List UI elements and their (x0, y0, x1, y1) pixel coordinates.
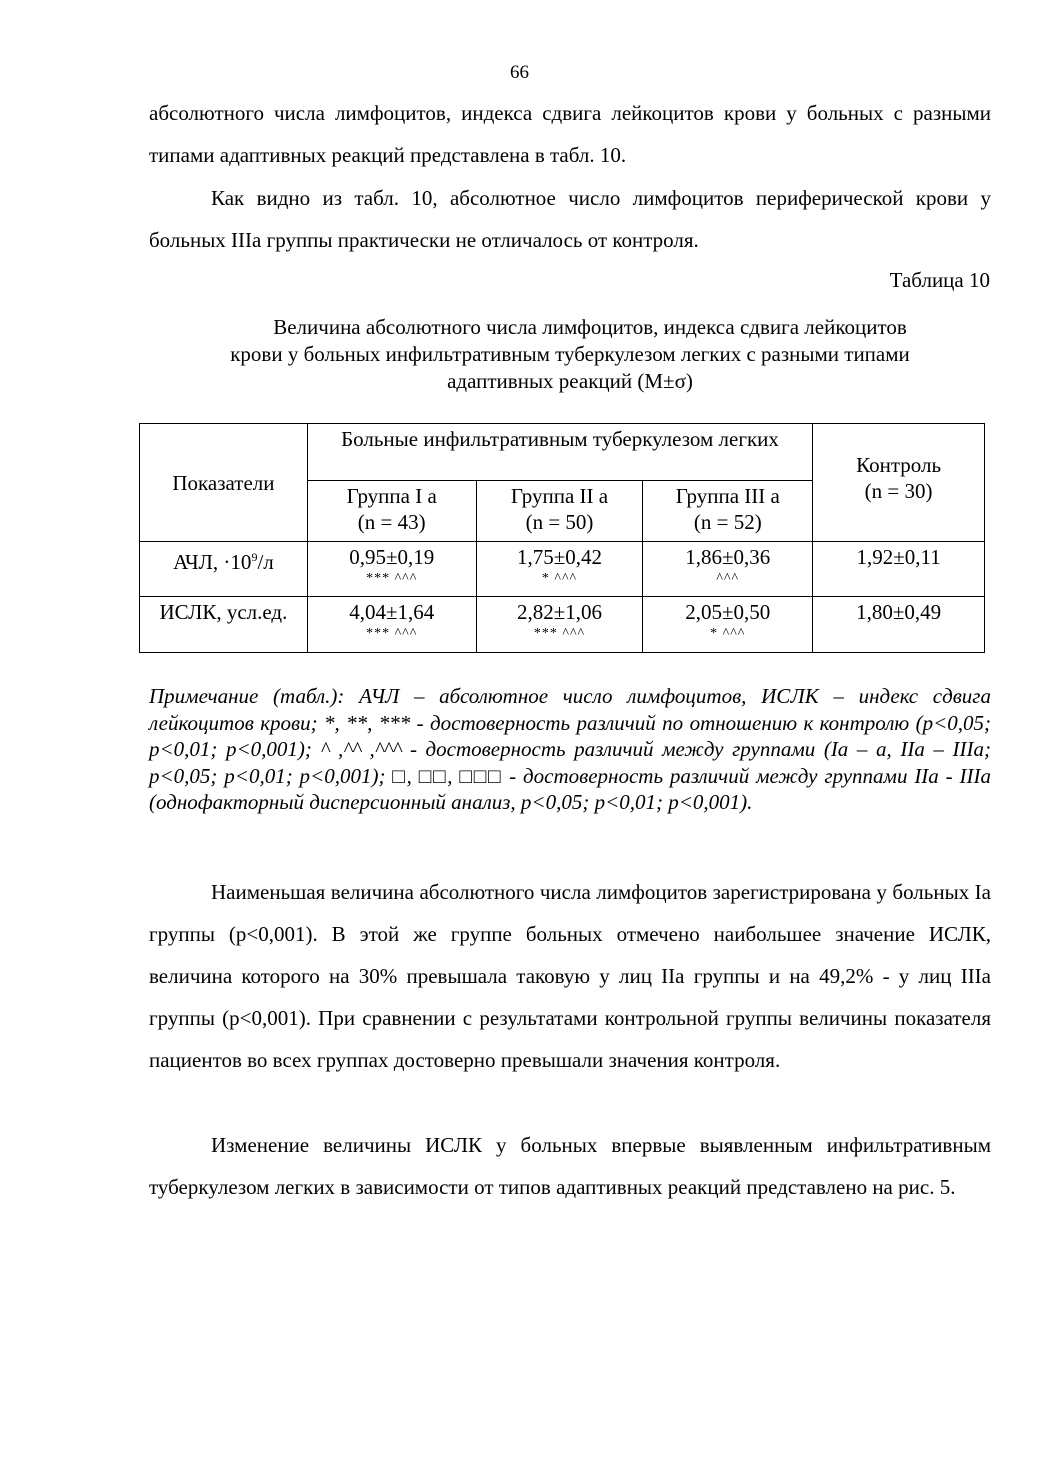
cell-significance: *** ^^^ (366, 571, 418, 586)
table-cell (643, 542, 813, 597)
table-cell (307, 597, 476, 653)
row-label-islk (140, 597, 308, 653)
table-caption-line: Величина абсолютного числа лимфоцитов, индекса сдвига лейкоцитов (273, 315, 907, 339)
header-patients-group: Больные инфильтративным туберкулезом легких (307, 424, 812, 481)
header-group-2 (476, 481, 643, 542)
header-control-n: (n = 30) (864, 479, 933, 503)
cell-value: 2,05±0,50 (685, 600, 771, 624)
row-label-unit: /л (257, 550, 274, 574)
header-group-1 (307, 481, 476, 542)
cell-significance: * ^^^ (710, 626, 746, 641)
cell-value: 1,80±0,49 (856, 600, 942, 624)
row-label-achl (140, 542, 308, 597)
table-cell (643, 597, 813, 653)
header-group-n: (n = 43) (357, 510, 426, 534)
cell-value: 1,92±0,11 (856, 545, 941, 569)
header-indicators: Показатели (140, 424, 308, 542)
table-cell-control (813, 542, 985, 597)
header-group-name: Группа II а (510, 484, 609, 508)
cell-significance: *** ^^^ (533, 626, 586, 641)
header-group-name: Группа III а (675, 484, 780, 508)
header-control-label: Контроль (856, 453, 942, 477)
cell-significance: * ^^^ (541, 571, 578, 586)
header-group-3 (643, 481, 813, 542)
paragraph-findings: Наименьшая величина абсолютного числа лимфоцитов зарегистрирована у больных Ia группы (p<0,001). В этой же группе больных отмечено наибольшее значение ИСЛК, величина которого на 30% превышала таковую у лиц IIa группы и на 49,2% - у лиц IIIa группы (p<0,001). При сравнении с результатами контрольной группы величины показателя пациентов во всех группах достоверно превышали значения контроля. (149, 880, 991, 1072)
table-row (140, 542, 985, 597)
row-label-superscript: 9 (251, 550, 258, 564)
data-table (139, 423, 985, 653)
table-row (140, 597, 985, 653)
cell-value: 4,04±1,64 (349, 600, 435, 624)
row-label-text: АЧЛ, ·10 (173, 550, 252, 574)
paragraph-intro: абсолютного числа лимфоцитов, индекса сдвига лейкоцитов крови у больных с разными типами адаптивных реакций представлена в табл. 10. (149, 101, 991, 167)
table-cell-control (813, 597, 985, 653)
cell-value: 2,82±1,06 (516, 600, 603, 624)
row-label-text: ИСЛК, усл.ед. (159, 600, 288, 624)
table-caption-line: крови у больных инфильтративным туберкулезом легких с разными типами (230, 342, 910, 366)
table-caption (160, 314, 980, 395)
table-caption-line: адаптивных реакций (М±σ) (447, 369, 693, 393)
header-control (813, 424, 985, 542)
table-note: Примечание (табл.): АЧЛ – абсолютное число лимфоцитов, ИСЛК – индекс сдвига лейкоцитов крови; *, **, *** - достоверность различий по отношению к контролю (p<0,05; p<0,01; p<0,001); ^ ,^^ ,^^^ - достоверность различий между группами (Ia – a, IIa – IIIa; p<0,05; p<0,01; p<0,001); □, □□, □□□ - достоверность различий между группами IIa - IIIa (однофакторный дисперсионный анализ, p<0,05; p<0,01; p<0,001). (149, 684, 991, 814)
header-group-n: (n = 52) (693, 510, 762, 534)
cell-significance: *** ^^^ (366, 626, 418, 641)
header-group-n: (n = 50) (525, 510, 594, 534)
table-cell (476, 597, 643, 653)
cell-value: 1,86±0,36 (685, 545, 771, 569)
paragraph-figure-reference: Изменение величины ИСЛК у больных впервые выявленным инфильтративным туберкулезом легких в зависимости от типов адаптивных реакций представлено на рис. 5. (149, 1133, 991, 1199)
table-cell (476, 542, 643, 597)
table-label: Таблица 10 (889, 268, 990, 292)
paragraph-table-reference: Как видно из табл. 10, абсолютное число лимфоцитов периферической крови у больных IIIa группы практически не отличалось от контроля. (149, 186, 991, 252)
table-header-row (140, 424, 985, 481)
header-group-name: Группа I а (346, 484, 437, 508)
table-cell (307, 542, 476, 597)
page-number: 66 (510, 62, 529, 83)
cell-significance: ^^^ (716, 571, 740, 586)
cell-value: 0,95±0,19 (349, 545, 435, 569)
cell-value: 1,75±0,42 (516, 545, 603, 569)
